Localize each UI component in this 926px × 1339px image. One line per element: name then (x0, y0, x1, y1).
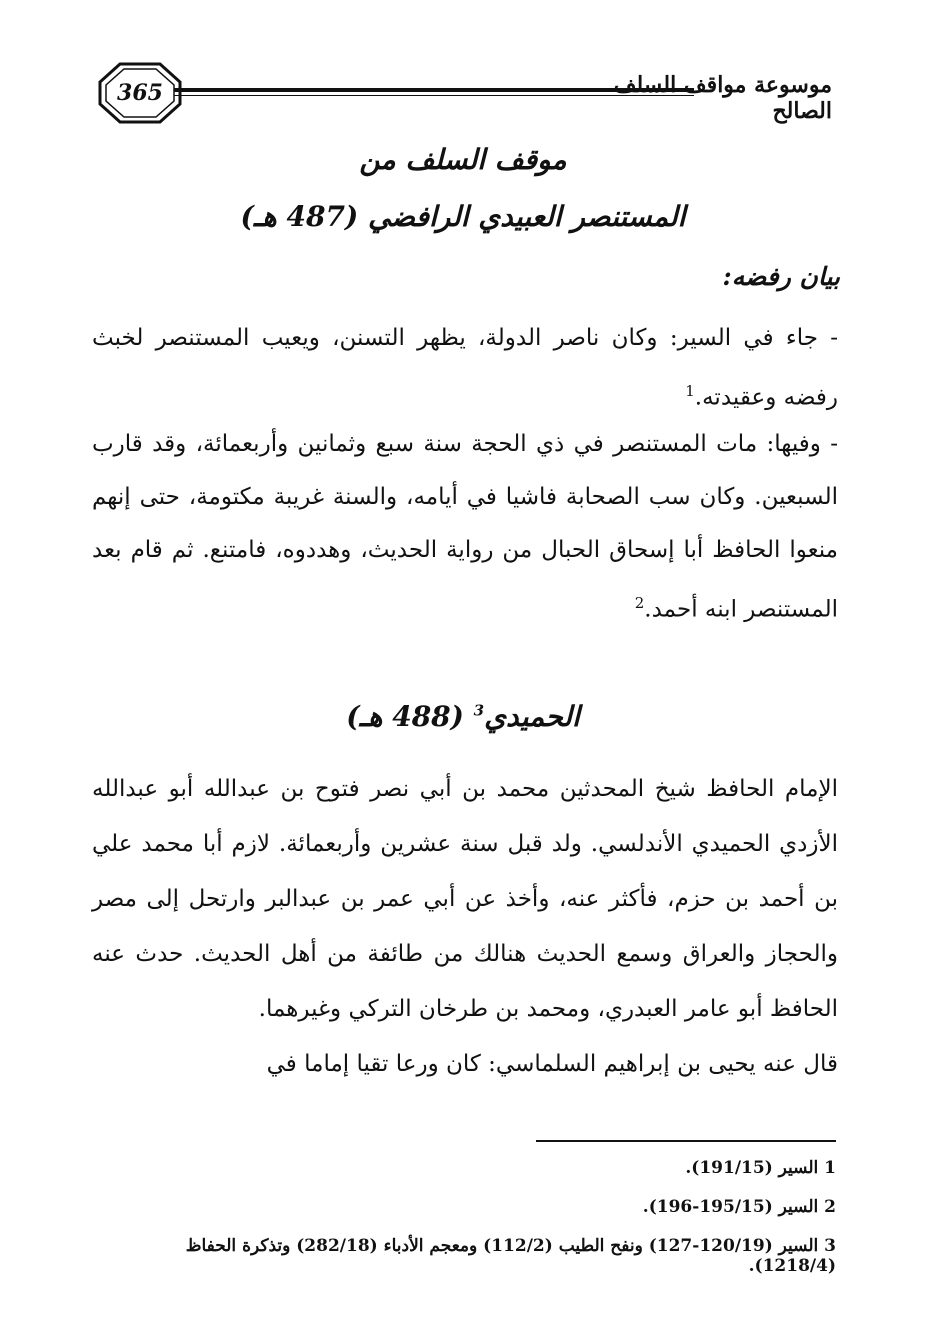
footnote-2: 2 السير (195/15-196). (642, 1197, 836, 1217)
book-title: موسوعة مواقف السلف الصالح (613, 72, 832, 124)
section-title-line2: المستنصر العبيدي الرافضي (487 هـ) (240, 200, 686, 233)
section-2-title (0, 700, 926, 733)
paragraph-3-text: الإمام الحافظ شيخ المحدثين محمد بن أبي نصر فتوح بن عبدالله أبو عبدالله الأزدي الحميدي الأندلسي. ولد قبل سنة عشرين وأربعمائة. لازم أبا محمد علي بن أحمد بن حزم، فأكثر عنه، وأخذ عن أبي عمر بن عبدالبر وارتحل إلى مصر والحجاز والعراق وسمع الحديث هنالك من طائفة من أهل الحديث. حدث عنه الحافظ أبو عامر العبدري، ومحمد بن طرخان التركي وغيرهما. (92, 776, 838, 1022)
paragraph-2-text: - وفيها: مات المستنصر في ذي الحجة سنة سبع وثمانين وأربعمائة، وقد قارب السبعين. وكان سب الصحابة فاشيا في أيامه، والسنة غريبة مكتومة، حتى إنهم منعوا الحافظ أبا إسحاق الحبال من رواية الحديث، وهددوه، فامتنع. ثم قام بعد المستنصر ابنه أحمد. (92, 431, 838, 623)
paragraph-2 (92, 418, 838, 637)
page-header (98, 62, 832, 124)
section-title-line1: موقف السلف من (359, 143, 567, 176)
subheading: بيان رفضه: (722, 262, 840, 291)
footnote-3: 3 السير (120/19-127) ونفح الطيب (112/2) ومعجم الأدباء (282/18) وتذكرة الحفاظ (1218/4). (185, 1236, 836, 1276)
section-2-name: الحميدي (484, 700, 580, 733)
footnote-ref-3: 3 (473, 701, 485, 720)
paragraph-1 (92, 312, 838, 425)
footnote-ref-2: 2 (634, 594, 645, 612)
footnote-divider (536, 1140, 836, 1142)
page-number: 365 (117, 80, 163, 106)
paragraph-3 (92, 762, 838, 1092)
paragraph-1-text: - جاء في السير: وكان ناصر الدولة، يظهر التسنن، ويعيب المستنصر لخبث رفضه وعقيدته. (92, 325, 838, 411)
footnote-ref-1: 1 (685, 382, 695, 400)
footnote-1: 1 السير (191/15). (685, 1158, 836, 1178)
section-2-year: (488 هـ) (346, 700, 464, 733)
page-number-badge (98, 62, 182, 124)
paragraph-4-text: قال عنه يحيى بن إبراهيم السلماسي: كان ورعا تقيا إماما في (266, 1051, 838, 1077)
